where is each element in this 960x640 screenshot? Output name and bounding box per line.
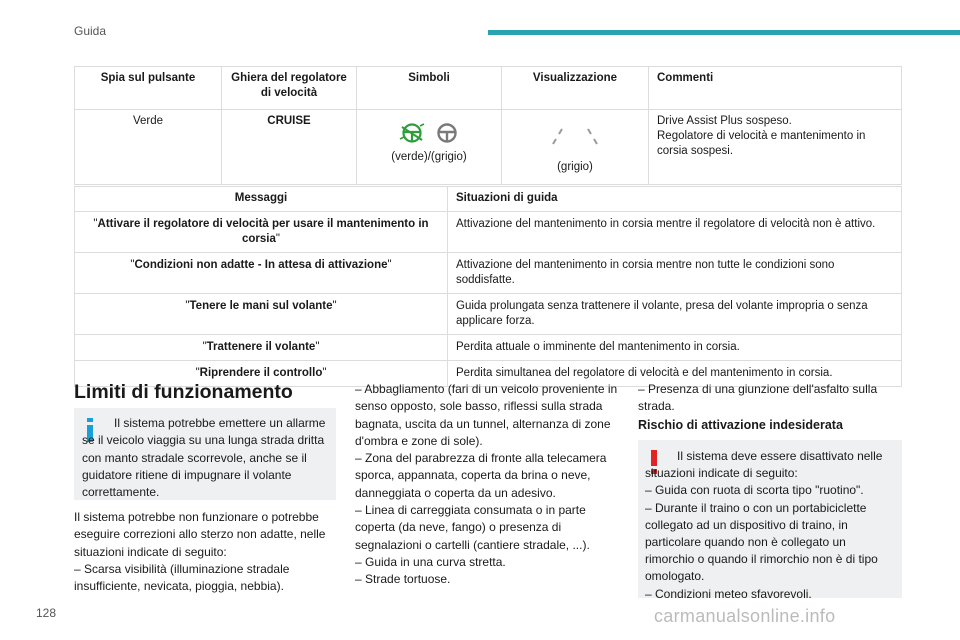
cell-commenti — [649, 110, 902, 185]
cell-simboli — [357, 110, 502, 185]
message-text: Condizioni non adatte - In attesa di attivazione — [134, 259, 388, 271]
col-header-commenti: Commenti — [649, 67, 902, 110]
message-text: Trattenere il volante — [206, 341, 316, 353]
message-cell: "Trattenere il volante" — [75, 335, 448, 361]
list-item: – Abbagliamento (fari di un veicolo proveniente in senso opposto, sole basso, riflessi sulla strada bagnata, uscita da un tunnel, alternanza di zone d'ombra e zone di sole). — [355, 382, 618, 448]
list-item: – Scarsa visibilità (illuminazione stradale insufficiente, nevicata, pioggia, nebbia). — [74, 561, 290, 594]
table-row — [75, 335, 902, 361]
messages-table — [74, 186, 902, 387]
message-text: Tenere le mani sul volante — [189, 300, 333, 312]
col-header-spia: Spia sul pulsante — [75, 67, 222, 110]
limits-column-1 — [74, 509, 344, 595]
lane-marking-right-icon — [586, 126, 600, 148]
status-table-header-row — [75, 67, 902, 110]
table-row — [75, 212, 902, 253]
table-row — [75, 294, 902, 335]
lane-marking-left-icon — [550, 126, 564, 148]
status-table-row — [75, 110, 902, 185]
message-cell: "Tenere le mani sul volante" — [75, 294, 448, 335]
info-note-text: Il sistema potrebbe emettere un allarme se il veicolo viaggia su una lunga strada dritta con manto stradale scorrevole, anche se il guidatore ritiene di impugnare il volante correttamente. — [82, 416, 326, 500]
visual-caption: (grigio) — [557, 161, 593, 173]
list-item: – Condizioni meteo sfavorevoli. — [645, 586, 812, 601]
col-header-simboli: Simboli — [357, 67, 502, 110]
status-table — [74, 66, 902, 185]
warning-note-box — [638, 440, 902, 601]
limits-intro: Il sistema potrebbe non funzionare o potrebbe eseguire correzioni allo sterzo non adatte, nelle situazioni indicate di seguito: — [74, 510, 326, 559]
section-title-limiti: Limiti di funzionamento — [74, 381, 293, 403]
commenti-line-2: Regolatore di velocità e mantenimento in corsia sospesi. — [657, 130, 866, 157]
table-row — [75, 253, 902, 294]
section-title-rischio: Rischio di attivazione indesiderata — [638, 418, 843, 432]
message-cell: "Condizioni non adatte - In attesa di attivazione" — [75, 253, 448, 294]
messages-table-header-row — [75, 187, 902, 212]
message-text: Riprendere il controllo — [199, 367, 323, 379]
message-cell: "Attivare il regolatore di velocità per usare il mantenimento in corsia" — [75, 212, 448, 253]
message-cell: "Riprendere il controllo" — [75, 361, 448, 387]
list-item: – Presenza di una giunzione dell'asfalto sulla strada. — [638, 382, 878, 414]
message-text: Attivare il regolatore di velocità per usare il mantenimento in corsia — [97, 218, 429, 245]
list-item: – Guida in una curva stretta. — [355, 554, 506, 569]
list-item: – Guida con ruota di scorta tipo "ruotino". — [645, 483, 864, 498]
situation-cell: Perdita simultanea del regolatore di velocità e del mantenimento in corsia. — [448, 361, 902, 387]
list-item: – Linea di carreggiata consumata o in parte coperta (da neve, fango) o presenza di segnalazioni o cartelli (cantiere stradale, ...). — [355, 503, 590, 552]
steering-wheel-crossed-green-icon — [399, 122, 425, 144]
list-item: – Strade tortuose. — [355, 572, 451, 587]
cell-visualizzazione — [502, 110, 649, 185]
info-note-box — [74, 408, 336, 500]
list-item: – Zona del parabrezza di fronte alla telecamera sporca, appannata, coperta da brina o neve, danneggiata o coperta da un adesivo. — [355, 451, 607, 500]
header-section-title: Guida — [74, 24, 107, 38]
situation-cell: Guida prolungata senza trattenere il volante, presa del volante impropria o senza applicare forza. — [448, 294, 902, 335]
simboli-caption: (verde)/(grigio) — [391, 151, 467, 163]
commenti-line-1: Drive Assist Plus sospeso. — [657, 115, 792, 127]
limits-column-3 — [638, 381, 902, 416]
cell-spia: Verde — [75, 110, 222, 185]
col-header-visualizzazione: Visualizzazione — [502, 67, 649, 110]
col-header-ghiera: Ghiera del regolatore di velocità — [222, 67, 357, 110]
cell-ghiera: CRUISE — [222, 110, 357, 185]
situation-cell: Attivazione del mantenimento in corsia mentre il regolatore di velocità non è attivo. — [448, 212, 902, 253]
list-item: – Durante il traino o con un portabiciclette collegato ad un dispositivo di traino, in particolare quando non è collegato un rimorchio o quando il rimorchio non è di tipo omologato. — [645, 500, 878, 584]
steering-wheel-grey-icon — [435, 122, 459, 144]
col-header-situazioni: Situazioni di guida — [448, 187, 902, 212]
watermark: carmanualsonline.info — [654, 606, 836, 626]
col-header-messaggi: Messaggi — [75, 187, 448, 212]
page-number: 128 — [36, 606, 57, 620]
warning-intro: Il sistema deve essere disattivato nelle situazioni indicate di seguito: — [645, 449, 883, 481]
situation-cell: Attivazione del mantenimento in corsia mentre non tutte le condizioni sono soddisfatte. — [448, 253, 902, 294]
limits-column-2 — [355, 381, 623, 589]
situation-cell: Perdita attuale o imminente del mantenimento in corsia. — [448, 335, 902, 361]
header-accent-bar — [488, 30, 960, 35]
